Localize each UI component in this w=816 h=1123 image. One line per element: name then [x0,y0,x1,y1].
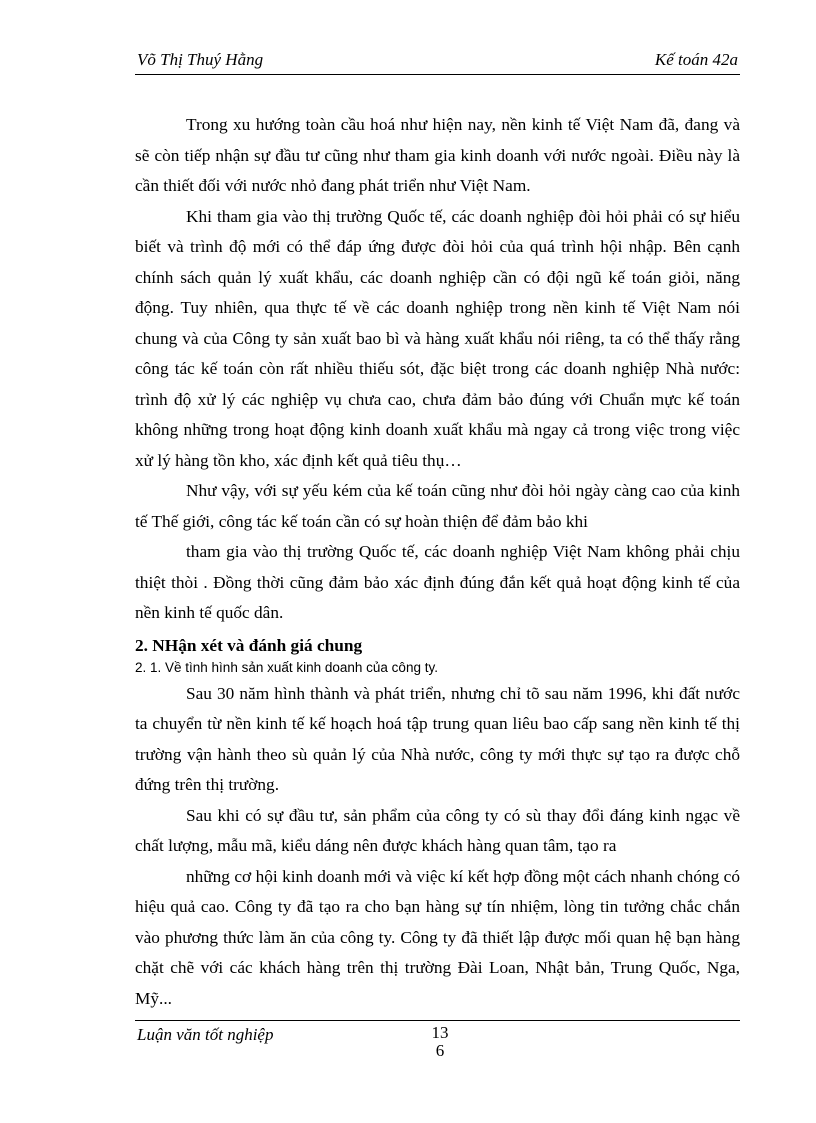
paragraph: Sau khi có sự đầu tư, sản phẩm của công ty có sù thay đổi đáng kinh ngạc về chất lượng, mẫu mã, kiểu dáng nên được khách hàng quan tâm, tạo ra [135,805,740,855]
paragraph-continuation: những cơ hội kinh doanh mới và việc kí kết hợp đồng một cách nhanh chóng có hiệu quả cao. Công ty đã tạo ra cho bạn hàng sự tín nhiệm, lòng tin tưởng chắc chắn vào phương thức làm ăn của công ty. Công ty đã thiết lập được mối quan hệ bạn hàng chặt chẽ với các khách hàng trên thị trường Đài Loan, Nhật bản, Trung Quốc, Nga, Mỹ... [135,866,740,1008]
paragraph: Sau 30 năm hình thành và phát triển, nhưng chỉ tõ sau năm 1996, khi đất nước ta chuyển từ nền kinh tế kế hoạch hoá tập trung quan liêu bao cấp sang nền kinh tế thị trường vận hành theo sù quản lý của Nhà nước, công ty mới thực sự tạo ra được chỗ đứng trên thị trường. [135,683,740,794]
page-number-top: 13 [431,1023,449,1042]
section-heading: 2. NHận xét và đánh giá chung [135,635,363,655]
page-number-bottom: 6 [435,1041,445,1060]
paragraph: Khi tham gia vào thị trường Quốc tế, các doanh nghiệp đòi hỏi phải có sự hiểu biết và trình độ mới có thể đáp ứng được đòi hỏi của quá trình hội nhập. Bên cạnh chính sách quản lý xuất khẩu, các doanh nghiệp cần có đội ngũ kế toán giỏi, năng động. Tuy nhiên, qua thực tế về các doanh nghiệp trong nền kinh tế Việt Nam nói chung và của Công ty sản xuất bao bì và hàng xuất khẩu nói riêng, ta có thể thấy rằng công tác kế toán còn rất nhiều thiếu sót, đặc biệt trong các doanh nghiệp Nhà nước: trình độ xử lý các nghiệp vụ chưa cao, chưa đảm bảo đúng với Chuẩn mực kế toán không những trong hoạt động kinh doanh xuất khẩu mà ngay cả trong việc trong việc xử lý hàng tồn kho, xác định kết quả tiêu thụ… [135,206,740,470]
footer-label: Luận văn tốt nghiệp [137,1025,274,1044]
paragraph-continuation: tham gia vào thị trường Quốc tế, các doanh nghiệp Việt Nam không phải chịu thiệt thòi . Đồng thời cũng đảm bảo xác định đúng đắn kết quả hoạt động kinh tế của nền kinh tế quốc dân. [135,542,740,622]
page-number [425,1024,455,1060]
page-header [135,50,740,75]
paragraph: Như vậy, với sự yếu kém của kế toán cũng như đòi hỏi ngày càng cao của kinh tế Thế giới, công tác kế toán cần có sự hoàn thiện để đảm bảo khi [135,481,740,531]
paragraph: Trong xu hướng toàn cầu hoá như hiện nay, nền kinh tế Việt Nam đã, đang và sẽ còn tiếp nhận sự đầu tư cũng như tham gia kinh doanh với nước ngoài. Điều này là cần thiết đối với nước nhỏ đang phát triển như Việt Nam. [135,115,740,195]
document-body [135,110,740,1014]
header-class: Kế toán 42a [654,50,738,69]
subsection-heading: 2. 1. Về tình hình sản xuất kinh doanh của công ty. [135,659,438,675]
page-footer [135,1020,740,1060]
header-author: Võ Thị Thuý Hằng [137,50,264,69]
